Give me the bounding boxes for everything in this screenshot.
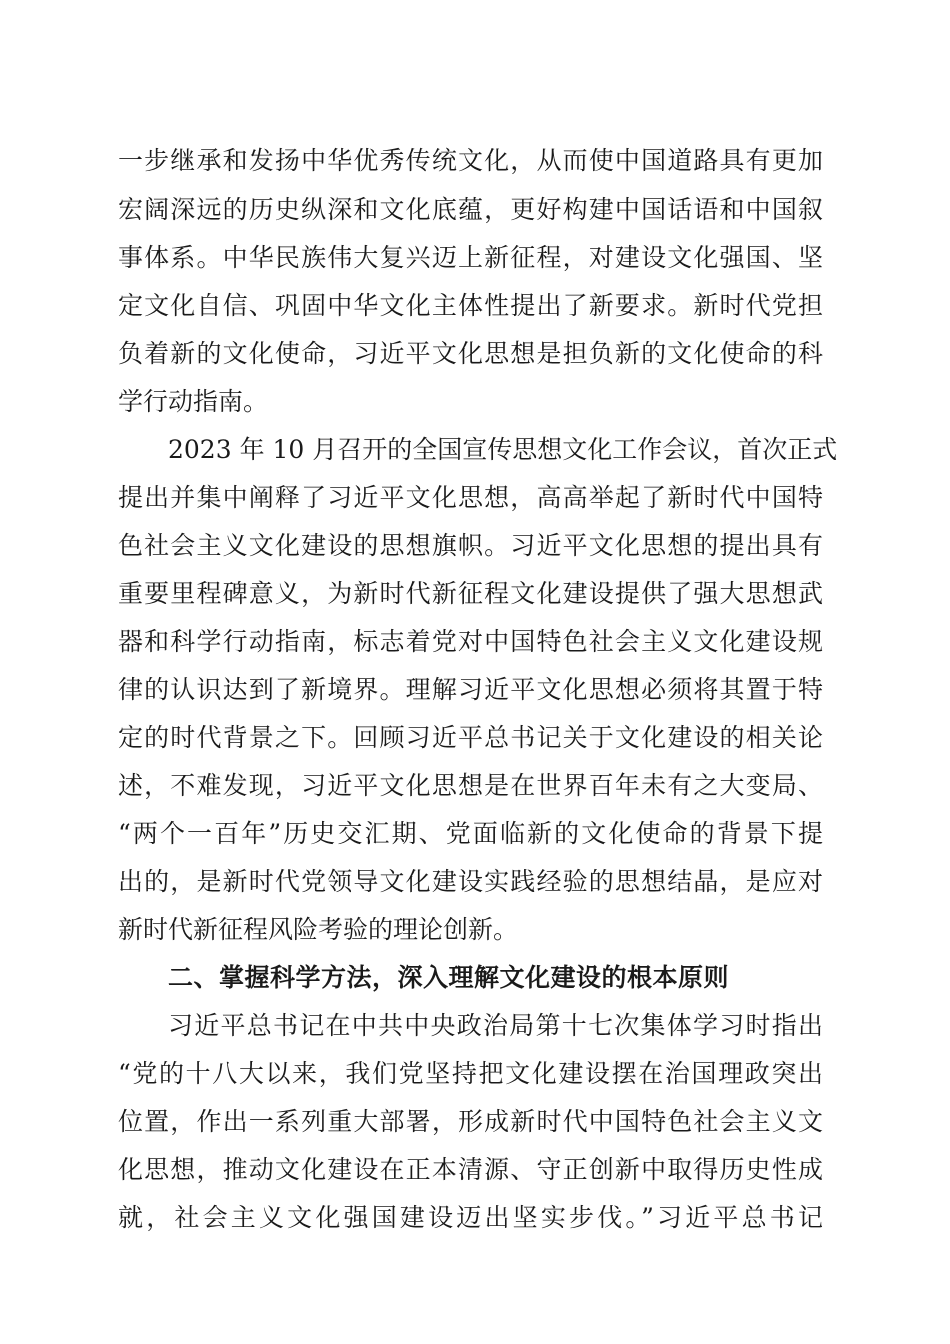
text-line: 化思想，推动文化建设在正本清源、守正创新中取得历史性成: [118, 1155, 823, 1184]
text-line: “两个一百年”历史交汇期、党面临新的文化使命的背景下提: [118, 819, 823, 848]
text-line: 新时代新征程风险考验的理论创新。: [118, 915, 519, 944]
section-heading: 二、掌握科学方法，深入理解文化建设的根本原则: [168, 963, 730, 992]
paragraph-first-line: 习近平总书记在中共中央政治局第十七次集体学习时指出: [168, 1011, 823, 1040]
paragraph-first-line: 2023 年 10 月召开的全国宣传思想文化工作会议，首次正式: [168, 435, 838, 464]
text-line: 位置，作出一系列重大部署，形成新时代中国特色社会主义文: [118, 1107, 823, 1136]
text-line: 重要里程碑意义，为新时代新征程文化建设提供了强大思想武: [118, 579, 823, 608]
text-line: 就，社会主义文化强国建设迈出坚实步伐。”习近平总书记: [118, 1203, 823, 1232]
text-line: 出的，是新时代党领导文化建设实践经验的思想结晶，是应对: [118, 867, 823, 896]
text-line: “党的十八大以来，我们党坚持把文化建设摆在治国理政突出: [118, 1059, 823, 1088]
text-line: 器和科学行动指南，标志着党对中国特色社会主义文化建设规: [118, 627, 823, 656]
text-line: 宏阔深远的历史纵深和文化底蕴，更好构建中国话语和中国叙: [118, 195, 823, 224]
text-line: 提出并集中阐释了习近平文化思想，高高举起了新时代中国特: [118, 483, 823, 512]
text-line: 事体系。中华民族伟大复兴迈上新征程，对建设文化强国、坚: [118, 243, 823, 272]
text-line: 定的时代背景之下。回顾习近平总书记关于文化建设的相关论: [118, 723, 823, 752]
text-line: 律的认识达到了新境界。理解习近平文化思想必须将其置于特: [118, 675, 823, 704]
text-line: 负着新的文化使命，习近平文化思想是担负新的文化使命的科: [118, 339, 823, 368]
text-line: 述，不难发现，习近平文化思想是在世界百年未有之大变局、: [118, 771, 823, 800]
text-line: 色社会主义文化建设的思想旗帜。习近平文化思想的提出具有: [118, 531, 823, 560]
text-line: 学行动指南。: [118, 387, 269, 416]
text-line: 一步继承和发扬中华优秀传统文化，从而使中国道路具有更加: [118, 146, 823, 175]
text-line: 定文化自信、巩固中华文化主体性提出了新要求。新时代党担: [118, 291, 823, 320]
